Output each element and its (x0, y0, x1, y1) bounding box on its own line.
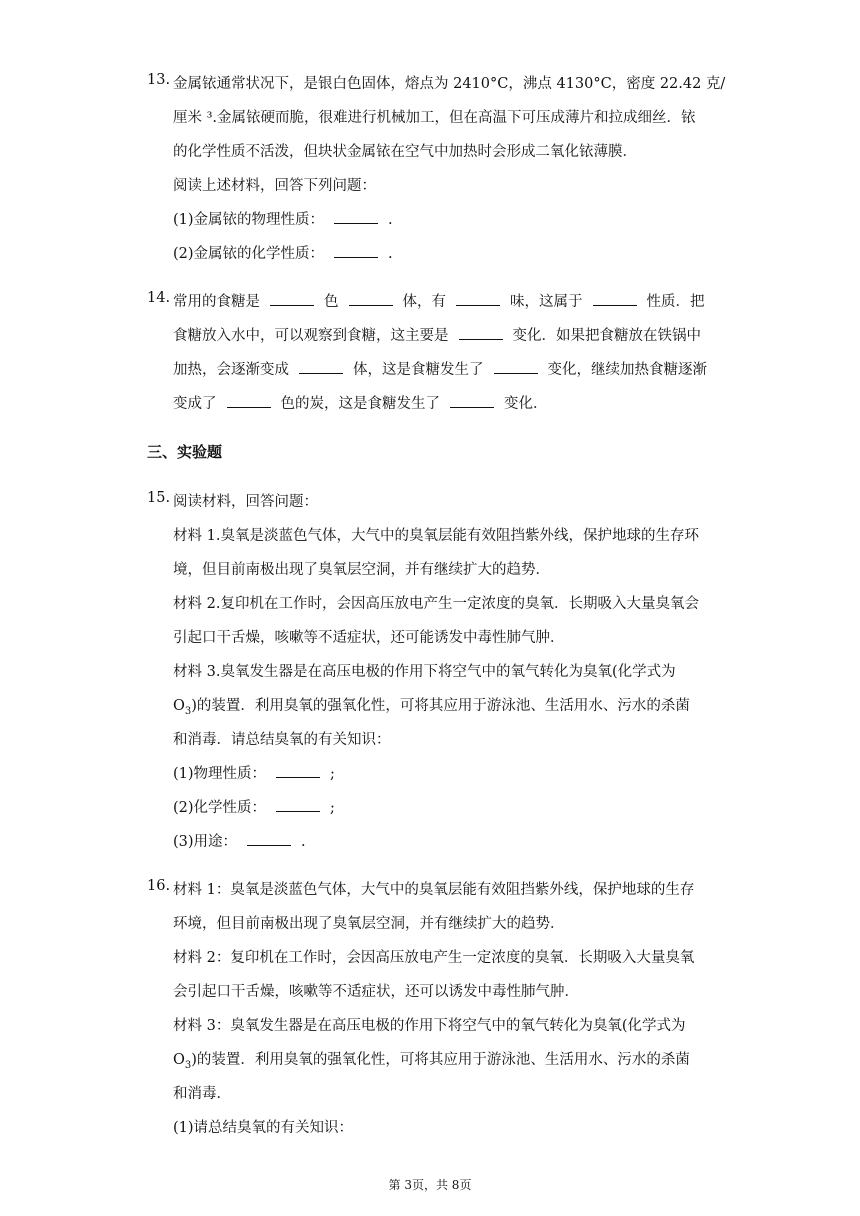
q15-line-1: 阅读材料，回答问题： (173, 494, 318, 510)
formula-symbol: O (173, 1052, 185, 1068)
section-heading: 三、实验题 (147, 443, 223, 461)
text-segment: 色 (324, 294, 339, 310)
q13-line-4: 阅读上述材料，回答下列问题： (173, 178, 376, 194)
q13-line-1: 金属铱通常状况下，是银白色固体，熔点为 2410°C，沸点 4130°C，密度 22.42 克/ (173, 76, 726, 92)
answer-blank[interactable] (247, 831, 291, 846)
q16-line-4: 会引起口干舌燥，咳嗽等不适症状，还可以诱发中毒性肺气肿． (173, 984, 579, 1000)
q15-line-3: 境，但目前南极出现了臭氧层空洞，并有继续扩大的趋势． (173, 562, 550, 578)
formula-subscript: 3 (184, 1059, 192, 1071)
q14-line-2 (173, 324, 722, 345)
text-segment: 性质．把 (646, 294, 705, 310)
answer-blank[interactable] (459, 325, 503, 340)
q13-line-3: 的化学性质不活泼，但块状金属铱在空气中加热时会形成二氧化铱薄膜． (173, 144, 637, 160)
period: . (388, 246, 393, 262)
answer-blank[interactable] (494, 359, 538, 374)
q13-line-2: 厘米 ³.金属铱硬而脆，很难进行机械加工，但在高温下可压成薄片和拉成细丝．铱 (173, 110, 696, 126)
q15-line-2: 材料 1.臭氧是淡蓝色气体，大气中的臭氧层能有效阻挡紫外线，保护地球的生存环 (173, 528, 699, 544)
text-segment: 色的炭，这是食糖发生了 (280, 396, 440, 412)
semicolon: ; (330, 766, 335, 782)
text-segment: 变化． (504, 396, 548, 412)
text-segment: 变化，继续加热食糖逐渐 (547, 362, 707, 378)
q15-sub-1 (173, 762, 722, 783)
formula-subscript: 3 (184, 705, 192, 717)
text-segment: 体，有 (402, 294, 446, 310)
text-segment: 变成了 (173, 396, 217, 412)
q13-sub-1-label: (1)金属铱的物理性质： (173, 212, 325, 228)
q15-sub-3-label: (3)用途： (173, 834, 238, 850)
answer-blank[interactable] (276, 763, 320, 778)
question-number: 13. (147, 72, 171, 88)
question-number: 16. (147, 878, 171, 894)
q13-sub-2 (173, 242, 722, 263)
answer-blank[interactable] (334, 209, 378, 224)
q16-line-7: 和消毒． (173, 1086, 231, 1102)
question-number: 14. (147, 290, 171, 306)
q13-sub-1 (173, 208, 722, 229)
text-segment: 常用的食糖是 (173, 294, 260, 310)
q15-sub-3 (173, 830, 722, 851)
q16-line-1: 材料 1：臭氧是淡蓝色气体，大气中的臭氧层能有效阻挡紫外线，保护地球的生存 (173, 882, 695, 898)
q14-line-3 (173, 358, 722, 379)
q13-sub-2-label: (2)金属铱的化学性质： (173, 246, 325, 262)
text-segment: )的装置．利用臭氧的强氧化性，可将其应用于游泳池、生活用水、污水的杀菌 (191, 698, 690, 714)
q15-line-6: 材料 3.臭氧发生器是在高压电极的作用下将空气中的氧气转化为臭氧(化学式为 (173, 664, 676, 680)
q16-line-6 (173, 1048, 722, 1071)
formula-symbol: O (173, 698, 185, 714)
semicolon: ; (330, 800, 335, 816)
text-segment: 加热，会逐渐变成 (173, 362, 289, 378)
q15-sub-1-label: (1)物理性质： (173, 766, 267, 782)
q14-line-1 (173, 290, 722, 311)
answer-blank[interactable] (349, 291, 393, 306)
answer-blank[interactable] (270, 291, 314, 306)
q16-line-3: 材料 2：复印机在工作时，会因高压放电产生一定浓度的臭氧．长期吸入大量臭氧 (173, 950, 695, 966)
q15-line-4: 材料 2.复印机在工作时，会因高压放电产生一定浓度的臭氧．长期吸入大量臭氧会 (173, 596, 699, 612)
q14-line-4 (173, 392, 722, 413)
q15-sub-2 (173, 796, 722, 817)
text-segment: 体，这是食糖发生了 (353, 362, 484, 378)
q15-line-5: 引起口干舌燥，咳嗽等不适症状，还可能诱发中毒性肺气肿． (173, 630, 565, 646)
period: . (388, 212, 393, 228)
q16-sub-1: (1)请总结臭氧的有关知识： (173, 1120, 354, 1136)
text-segment: 变化．如果把食糖放在铁锅中 (512, 328, 701, 344)
page-footer: 第 3页，共 8页 (388, 1178, 472, 1192)
text-segment: 食糖放入水中，可以观察到食糖，这主要是 (173, 328, 449, 344)
answer-blank[interactable] (227, 393, 271, 408)
answer-blank[interactable] (299, 359, 343, 374)
question-number: 15. (147, 490, 171, 506)
answer-blank[interactable] (334, 243, 378, 258)
answer-blank[interactable] (276, 797, 320, 812)
q16-line-2: 环境，但目前南极出现了臭氧层空洞，并有继续扩大的趋势． (173, 916, 565, 932)
q15-line-7 (173, 694, 722, 717)
q15-line-8: 和消毒．请总结臭氧的有关知识： (173, 732, 391, 748)
answer-blank[interactable] (450, 393, 494, 408)
text-segment: )的装置．利用臭氧的强氧化性，可将其应用于游泳池、生活用水、污水的杀菌 (191, 1052, 690, 1068)
q16-line-5: 材料 3：臭氧发生器是在高压电极的作用下将空气中的氧气转化为臭氧(化学式为 (173, 1018, 686, 1034)
text-segment: 味，这属于 (510, 294, 583, 310)
period: . (301, 834, 306, 850)
answer-blank[interactable] (593, 291, 637, 306)
answer-blank[interactable] (456, 291, 500, 306)
q15-sub-2-label: (2)化学性质： (173, 800, 267, 816)
